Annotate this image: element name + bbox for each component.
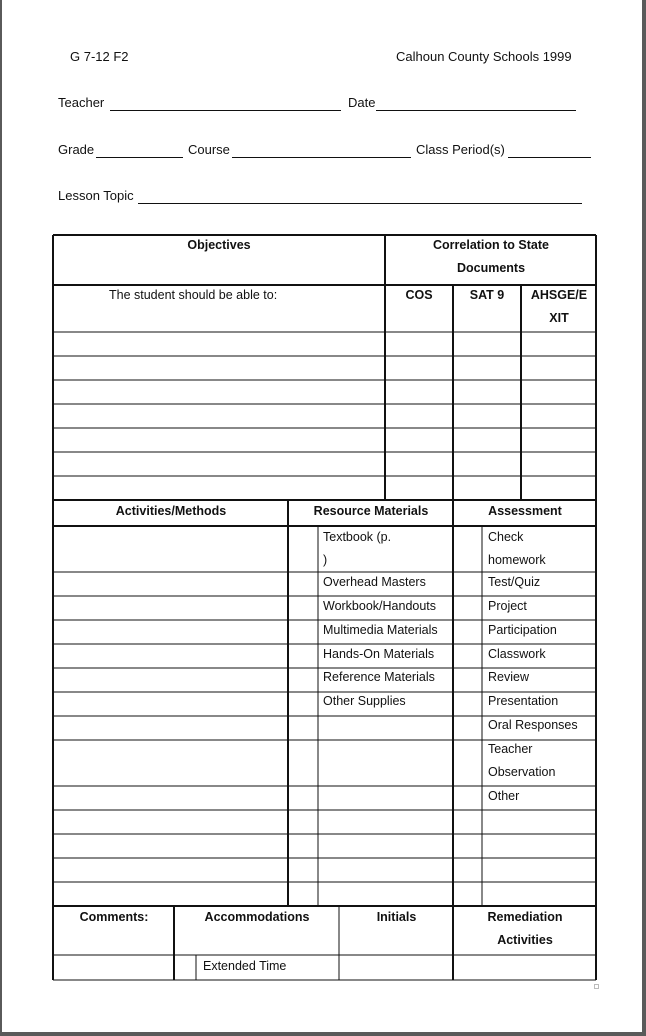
resource-item: Other Supplies xyxy=(323,694,406,708)
class-period-label: Class Period(s) xyxy=(416,142,505,157)
student-should-text: The student should be able to: xyxy=(109,288,278,302)
correlation-heading-line2: Documents xyxy=(456,261,526,275)
lesson-plan-form xyxy=(2,0,642,1032)
ahsge-heading-line2: XIT xyxy=(549,311,569,325)
assessment-teacher-line2: Observation xyxy=(488,765,556,779)
grade-label: Grade xyxy=(58,142,95,157)
assessment-heading: Assessment xyxy=(488,504,562,518)
resource-item: Reference Materials xyxy=(323,670,435,684)
ahsge-heading-line1: AHSGE/E xyxy=(530,288,588,302)
teacher-label: Teacher xyxy=(58,95,105,110)
date-label: Date xyxy=(348,95,376,110)
assessment-item: Review xyxy=(488,670,529,684)
assessment-check-line1: Check xyxy=(488,530,524,544)
resource-textbook-line2: ) xyxy=(323,553,328,567)
school-name: Calhoun County Schools 1999 xyxy=(396,49,572,64)
assessment-item: Project xyxy=(488,599,527,613)
assessment-item: Oral Responses xyxy=(488,718,578,732)
assessment-other: Other xyxy=(488,789,520,803)
corner-marker xyxy=(594,984,599,989)
initials-heading: Initials xyxy=(376,910,417,924)
form-code: G 7-12 F2 xyxy=(70,49,129,64)
extended-time-label: Extended Time xyxy=(203,959,287,973)
resource-item: Multimedia Materials xyxy=(323,623,438,637)
assessment-item: Classwork xyxy=(488,647,546,661)
activities-methods-heading: Activities/Methods xyxy=(115,504,227,518)
lesson-topic-label: Lesson Topic xyxy=(58,188,134,203)
resource-item: Hands-On Materials xyxy=(323,647,435,661)
assessment-item: Test/Quiz xyxy=(488,575,541,589)
comments-heading: Comments: xyxy=(79,910,149,924)
resource-item: Overhead Masters xyxy=(323,575,426,589)
correlation-heading-line1: Correlation to State xyxy=(433,238,549,252)
objectives-heading: Objectives xyxy=(187,238,251,252)
cos-heading: COS xyxy=(405,288,433,302)
resource-item: Workbook/Handouts xyxy=(323,599,437,613)
sat9-heading: SAT 9 xyxy=(469,288,505,302)
assessment-item: Participation xyxy=(488,623,557,637)
remediation-heading-line1: Remediation xyxy=(487,910,563,924)
assessment-teacher-line1: Teacher xyxy=(488,742,533,756)
resource-materials-heading: Resource Materials xyxy=(313,504,429,518)
course-label: Course xyxy=(188,142,230,157)
accommodations-heading: Accommodations xyxy=(204,910,310,924)
resource-textbook-line1: Textbook (p. xyxy=(323,530,392,544)
remediation-heading-line2: Activities xyxy=(497,933,553,947)
assessment-check-line2: homework xyxy=(488,553,546,567)
assessment-item: Presentation xyxy=(488,694,559,708)
